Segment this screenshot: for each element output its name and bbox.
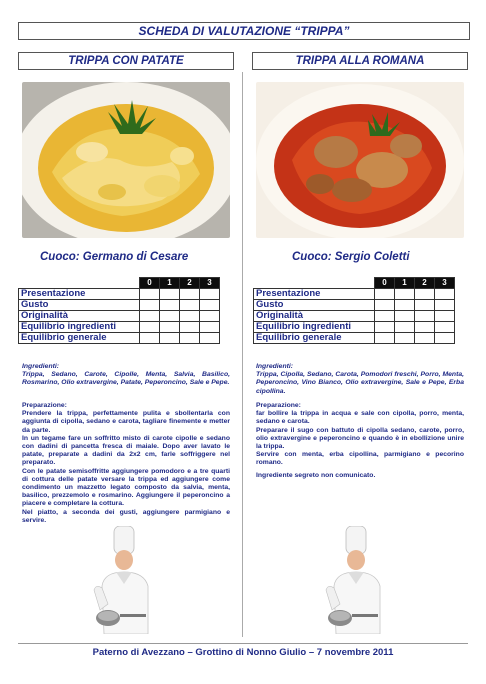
tripe-with-potatoes-photo: [22, 82, 230, 238]
left-chef-name: Cuoco: Germano di Cesare: [40, 251, 189, 263]
score-row: [19, 333, 220, 344]
preparation-paragraph: Nel piatto, a seconda dei gusti, aggiungere parmigiano e servire.: [22, 508, 230, 524]
footer-rule: [18, 643, 468, 644]
left-ingredients: [22, 363, 230, 388]
score-cell[interactable]: [160, 322, 180, 333]
criterion-label: Originalità: [254, 311, 375, 322]
score-cell[interactable]: [415, 300, 435, 311]
score-cell[interactable]: [395, 289, 415, 300]
criterion-label: Equilibrio generale: [254, 333, 375, 344]
preparation-label: Preparazione:: [256, 402, 301, 409]
score-cell[interactable]: [415, 322, 435, 333]
score-cell[interactable]: [375, 300, 395, 311]
score-cell[interactable]: [200, 289, 220, 300]
score-header-row: [19, 278, 220, 289]
preparation-paragraph: Servire con menta, erba cipollina, parmigiano e pecorino romano.: [256, 451, 464, 467]
preparation-paragraph: Prendere la trippa, perfettamente pulita e sbollentarla con aggiunta di cipolla, sedano e carota, tagliare finemente e metter da parte.: [22, 410, 230, 434]
right-preparation: [256, 402, 464, 468]
preparation-paragraph: far bollire la trippa in acqua e sale con cipolla, porro, menta, sedano e carota.: [256, 410, 464, 426]
criterion-label: Gusto: [254, 300, 375, 311]
score-cell[interactable]: [200, 300, 220, 311]
score-cell[interactable]: [140, 333, 160, 344]
score-cell[interactable]: [180, 311, 200, 322]
right-chef-illustration: [322, 526, 392, 634]
right-score-table: [253, 277, 455, 344]
right-chef-name: Cuoco: Sergio Coletti: [292, 251, 410, 263]
score-cell[interactable]: [395, 322, 415, 333]
ingredients-list: Trippa, Sedano, Carote, Cipolle, Menta, Salvia, Basilico, Rosmarino, Olio extravergine, Patate, Peperoncino, Sale e Pepe.: [22, 371, 230, 387]
score-header-3: 3: [435, 278, 455, 289]
criterion-label: Equilibrio ingredienti: [254, 322, 375, 333]
score-cell[interactable]: [200, 333, 220, 344]
score-cell[interactable]: [180, 333, 200, 344]
score-cell[interactable]: [395, 300, 415, 311]
score-cell[interactable]: [375, 333, 395, 344]
score-header-blank: [254, 278, 375, 289]
score-cell[interactable]: [160, 333, 180, 344]
score-cell[interactable]: [435, 300, 455, 311]
ingredients-label: Ingredienti:: [22, 363, 60, 370]
score-cell[interactable]: [140, 300, 160, 311]
roman-style-tripe-photo: [256, 82, 464, 238]
left-score-table: [18, 277, 220, 344]
score-cell[interactable]: [140, 311, 160, 322]
score-cell[interactable]: [200, 311, 220, 322]
column-divider: [242, 72, 243, 637]
score-cell[interactable]: [435, 322, 455, 333]
left-dish-title: TRIPPA CON PATATE: [18, 52, 234, 70]
left-preparation: [22, 402, 230, 525]
score-cell[interactable]: [435, 333, 455, 344]
score-cell[interactable]: [435, 289, 455, 300]
score-cell[interactable]: [180, 322, 200, 333]
score-row: [19, 322, 220, 333]
score-header-3: 3: [200, 278, 220, 289]
score-row: [19, 289, 220, 300]
score-cell[interactable]: [180, 300, 200, 311]
score-row: [254, 333, 455, 344]
criterion-label: Equilibrio ingredienti: [19, 322, 140, 333]
score-row: [19, 300, 220, 311]
score-header-0: 0: [375, 278, 395, 289]
score-header-1: 1: [395, 278, 415, 289]
right-ingredients: [256, 363, 464, 396]
score-row: [19, 311, 220, 322]
score-row: [254, 289, 455, 300]
score-row: [254, 311, 455, 322]
score-header-blank: [19, 278, 140, 289]
score-header-1: 1: [160, 278, 180, 289]
criterion-label: Equilibrio generale: [19, 333, 140, 344]
score-header-row: [254, 278, 455, 289]
footer-text: Paterno di Avezzano – Grottino di Nonno Giulio – 7 novembre 2011: [92, 647, 394, 658]
score-cell[interactable]: [140, 322, 160, 333]
ingredients-label: Ingredienti:: [256, 363, 294, 370]
score-cell[interactable]: [160, 289, 180, 300]
score-cell[interactable]: [395, 311, 415, 322]
score-cell[interactable]: [415, 289, 435, 300]
score-header-0: 0: [140, 278, 160, 289]
preparation-paragraph: Con le patate semisoffritte aggiungere pomodoro e a tre quarti di cottura delle patate versare la trippa ed aggiungere come condimento un mazzetto legato composto da salvia, menta, basilico, prezzemolo e rosmarino. Aggiungere il peperoncino a piacere e completare la cottura.: [22, 467, 230, 508]
score-cell[interactable]: [180, 289, 200, 300]
ingredients-list: Trippa, Cipolla, Sedano, Carota, Pomodori freschi, Porro, Menta, Peperoncino, Vino Bianco, Olio extravergine, Sale e Pepe, Erba cipollina.: [256, 371, 464, 395]
criterion-label: Gusto: [19, 300, 140, 311]
score-cell[interactable]: [435, 311, 455, 322]
score-cell[interactable]: [375, 311, 395, 322]
score-cell[interactable]: [415, 311, 435, 322]
preparation-label: Preparazione:: [22, 402, 67, 409]
page-title: SCHEDA DI VALUTAZIONE “TRIPPA”: [18, 22, 470, 40]
score-cell[interactable]: [375, 289, 395, 300]
secret-ingredient-note: Ingrediente segreto non comunicato.: [256, 472, 376, 479]
preparation-paragraph: Preparare il sugo con battuto di cipolla sedano, carote, porro, olio extravergine e peperoncino e quando è in ebollizione unire la trippa.: [256, 426, 464, 451]
left-chef-illustration: [90, 526, 160, 634]
score-cell[interactable]: [395, 333, 415, 344]
criterion-label: Originalità: [19, 311, 140, 322]
score-cell[interactable]: [160, 300, 180, 311]
score-cell[interactable]: [200, 322, 220, 333]
score-cell[interactable]: [415, 333, 435, 344]
score-cell[interactable]: [140, 289, 160, 300]
score-row: [254, 300, 455, 311]
score-row: [254, 322, 455, 333]
score-cell[interactable]: [375, 322, 395, 333]
criterion-label: Presentazione: [19, 289, 140, 300]
score-cell[interactable]: [160, 311, 180, 322]
right-dish-title: TRIPPA ALLA ROMANA: [252, 52, 468, 70]
score-header-2: 2: [180, 278, 200, 289]
score-header-2: 2: [415, 278, 435, 289]
preparation-paragraph: In un tegame fare un soffritto misto di carote cipolle e sedano con dadini di pancetta fresca di maiale. Dopo aver lavato le patate, preparate a dadini da 2x2 cm, farle soffriggere nel preparato.: [22, 434, 230, 467]
criterion-label: Presentazione: [254, 289, 375, 300]
